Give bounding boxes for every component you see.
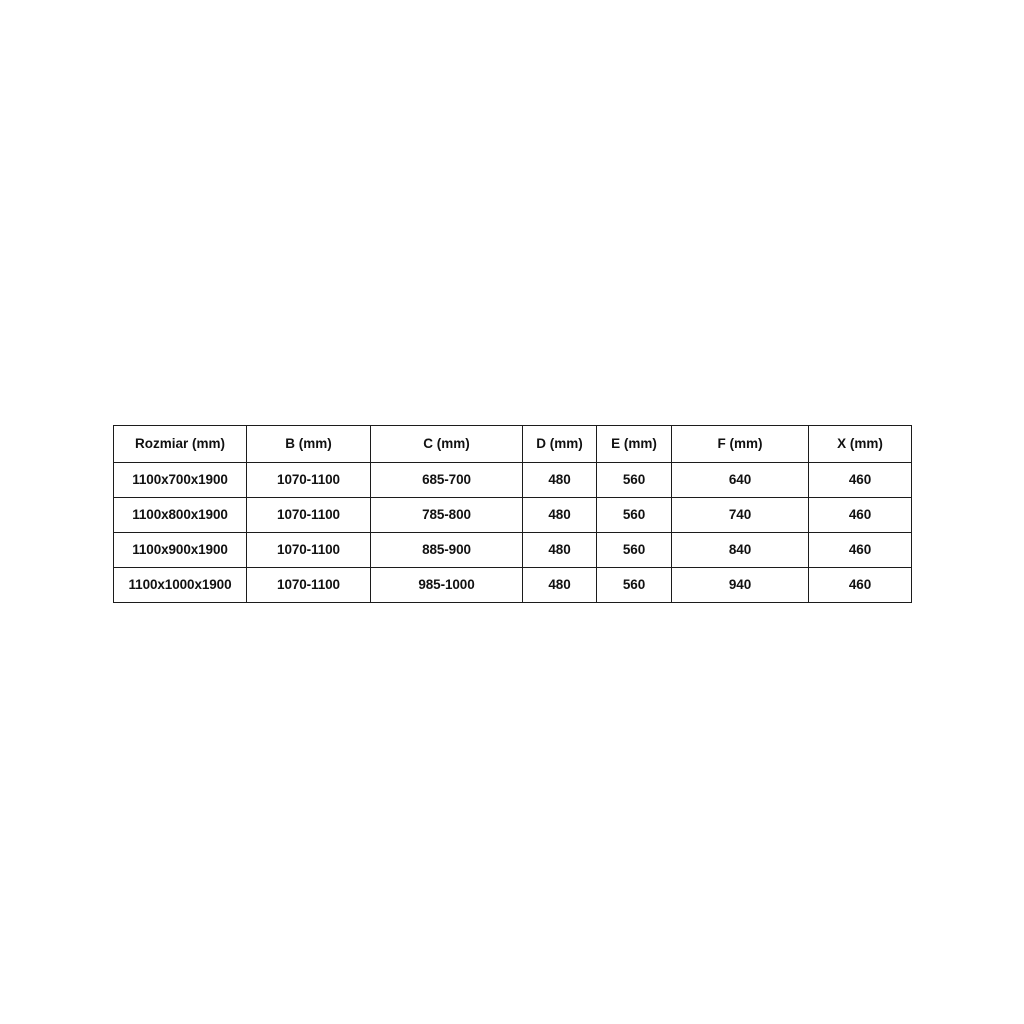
cell-e: 560 bbox=[597, 568, 672, 603]
cell-d: 480 bbox=[523, 568, 597, 603]
cell-f: 940 bbox=[672, 568, 809, 603]
cell-b: 1070-1100 bbox=[247, 533, 371, 568]
cell-rozmiar: 1100x800x1900 bbox=[114, 498, 247, 533]
cell-f: 840 bbox=[672, 533, 809, 568]
cell-f: 640 bbox=[672, 463, 809, 498]
column-header-c: C (mm) bbox=[371, 426, 523, 463]
cell-b: 1070-1100 bbox=[247, 463, 371, 498]
cell-c: 785-800 bbox=[371, 498, 523, 533]
cell-b: 1070-1100 bbox=[247, 498, 371, 533]
cell-e: 560 bbox=[597, 463, 672, 498]
cell-rozmiar: 1100x1000x1900 bbox=[114, 568, 247, 603]
cell-e: 560 bbox=[597, 498, 672, 533]
cell-rozmiar: 1100x700x1900 bbox=[114, 463, 247, 498]
cell-c: 985-1000 bbox=[371, 568, 523, 603]
cell-c: 885-900 bbox=[371, 533, 523, 568]
column-header-rozmiar: Rozmiar (mm) bbox=[114, 426, 247, 463]
table-row bbox=[114, 498, 912, 533]
cell-x: 460 bbox=[809, 498, 912, 533]
column-header-x: X (mm) bbox=[809, 426, 912, 463]
specification-table bbox=[113, 425, 912, 603]
cell-f: 740 bbox=[672, 498, 809, 533]
table-row bbox=[114, 568, 912, 603]
column-header-b: B (mm) bbox=[247, 426, 371, 463]
specification-table-container bbox=[113, 425, 911, 603]
column-header-e: E (mm) bbox=[597, 426, 672, 463]
cell-c: 685-700 bbox=[371, 463, 523, 498]
column-header-f: F (mm) bbox=[672, 426, 809, 463]
cell-x: 460 bbox=[809, 533, 912, 568]
column-header-d: D (mm) bbox=[523, 426, 597, 463]
cell-d: 480 bbox=[523, 498, 597, 533]
cell-d: 480 bbox=[523, 533, 597, 568]
table-row bbox=[114, 533, 912, 568]
cell-x: 460 bbox=[809, 568, 912, 603]
cell-b: 1070-1100 bbox=[247, 568, 371, 603]
table-header-row bbox=[114, 426, 912, 463]
cell-e: 560 bbox=[597, 533, 672, 568]
cell-x: 460 bbox=[809, 463, 912, 498]
cell-rozmiar: 1100x900x1900 bbox=[114, 533, 247, 568]
cell-d: 480 bbox=[523, 463, 597, 498]
table-row bbox=[114, 463, 912, 498]
